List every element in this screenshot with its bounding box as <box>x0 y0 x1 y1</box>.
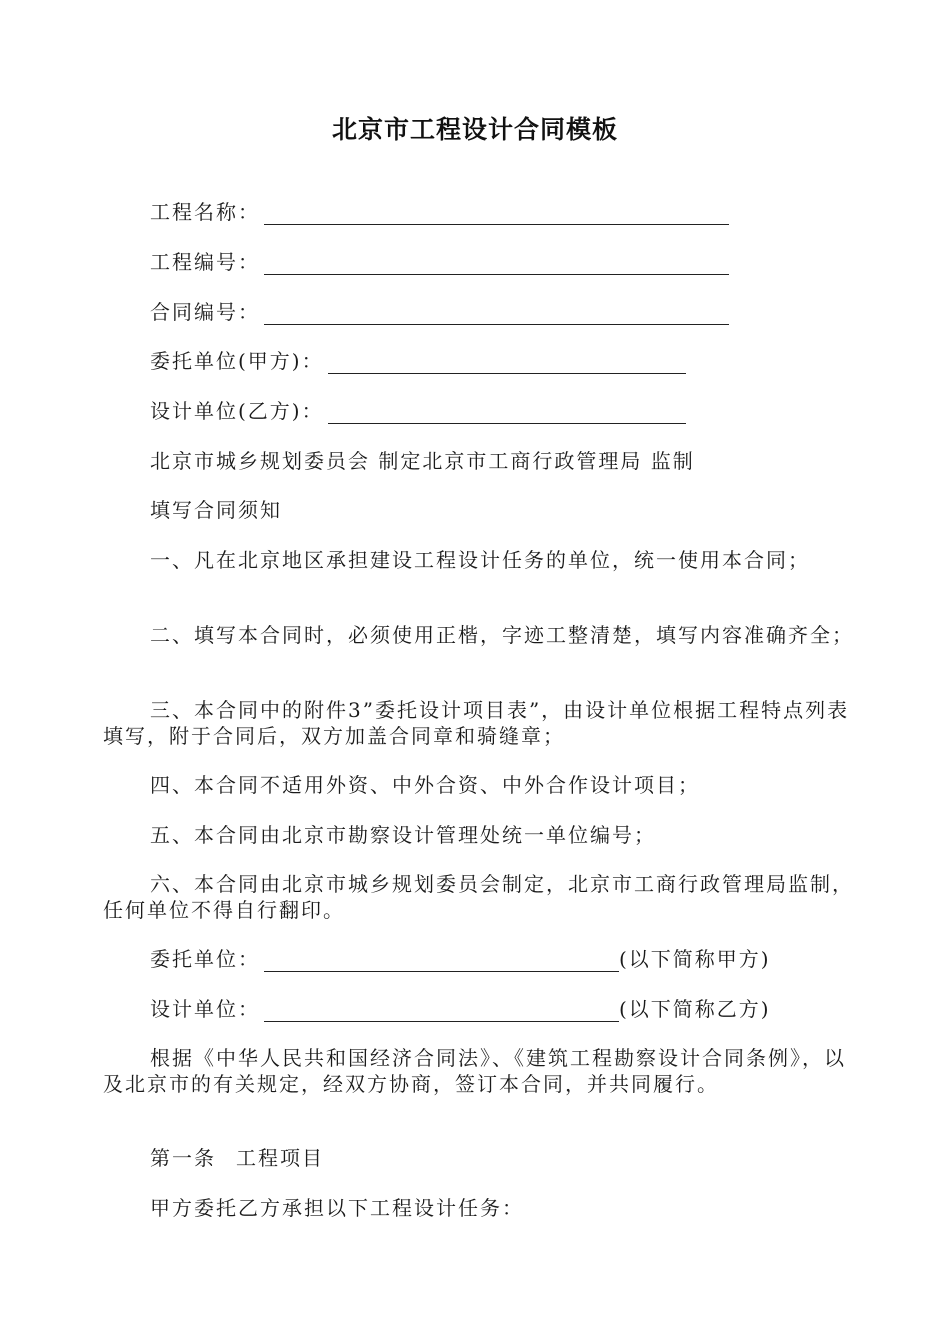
designer-label: 设计单位： <box>150 997 260 1021</box>
issuer-line: 北京市城乡规划委员会 制定北京市工商行政管理局 监制 <box>150 449 695 473</box>
article-1-text: 甲方委托乙方承担以下工程设计任务： <box>150 1196 524 1220</box>
article-1-number: 第一条 <box>150 1146 216 1170</box>
contract-number-label: 合同编号： <box>150 300 260 324</box>
project-name-field <box>150 199 729 225</box>
project-number-blank[interactable] <box>264 254 729 275</box>
designer-party-b-blank[interactable] <box>328 403 686 424</box>
project-name-label: 工程名称： <box>150 200 260 224</box>
notice-heading: 填写合同须知 <box>150 498 282 522</box>
client-field <box>150 946 771 972</box>
article-1-heading <box>150 1145 324 1171</box>
designer-party-b-label: 设计单位(乙方)： <box>150 399 324 423</box>
client-party-a-blank[interactable] <box>328 353 686 374</box>
notice-item: 二、填写本合同时，必须使用正楷，字迹工整清楚，填写内容准确齐全； <box>150 623 854 647</box>
article-1-title: 工程项目 <box>236 1146 324 1170</box>
notice-item: 一、凡在北京地区承担建设工程设计任务的单位，统一使用本合同； <box>150 548 810 572</box>
notice-item: 五、本合同由北京市勘察设计管理处统一单位编号； <box>150 823 656 847</box>
preamble: 根据《中华人民共和国经济合同法》、《建筑工程勘察设计合同条例》，以及北京市的有关规定，经双方协商，签订本合同，并共同履行。 <box>103 1046 846 1096</box>
notice-item: 四、本合同不适用外资、中外合资、中外合作设计项目； <box>150 773 700 797</box>
notice-item: 六、本合同由北京市城乡规划委员会制定，北京市工商行政管理局监制，任何单位不得自行翻印。 <box>103 872 854 922</box>
project-name-blank[interactable] <box>264 204 729 225</box>
notice-item: 三、本合同中的附件3”委托设计项目表”，由设计单位根据工程特点列表填写，附于合同后，双方加盖合同章和骑缝章； <box>103 698 850 748</box>
client-party-a-field <box>150 348 686 374</box>
project-number-field <box>150 249 729 275</box>
client-blank[interactable] <box>264 951 619 972</box>
client-suffix: (以下简称甲方) <box>619 947 771 971</box>
client-label: 委托单位： <box>150 947 260 971</box>
client-party-a-label: 委托单位(甲方)： <box>150 349 324 373</box>
contract-number-blank[interactable] <box>264 304 729 325</box>
designer-blank[interactable] <box>264 1001 619 1022</box>
project-number-label: 工程编号： <box>150 250 260 274</box>
document-title: 北京市工程设计合同模板 <box>331 115 618 144</box>
designer-field <box>150 996 771 1022</box>
contract-number-field <box>150 299 729 325</box>
designer-suffix: (以下简称乙方) <box>619 997 771 1021</box>
designer-party-b-field <box>150 398 686 424</box>
